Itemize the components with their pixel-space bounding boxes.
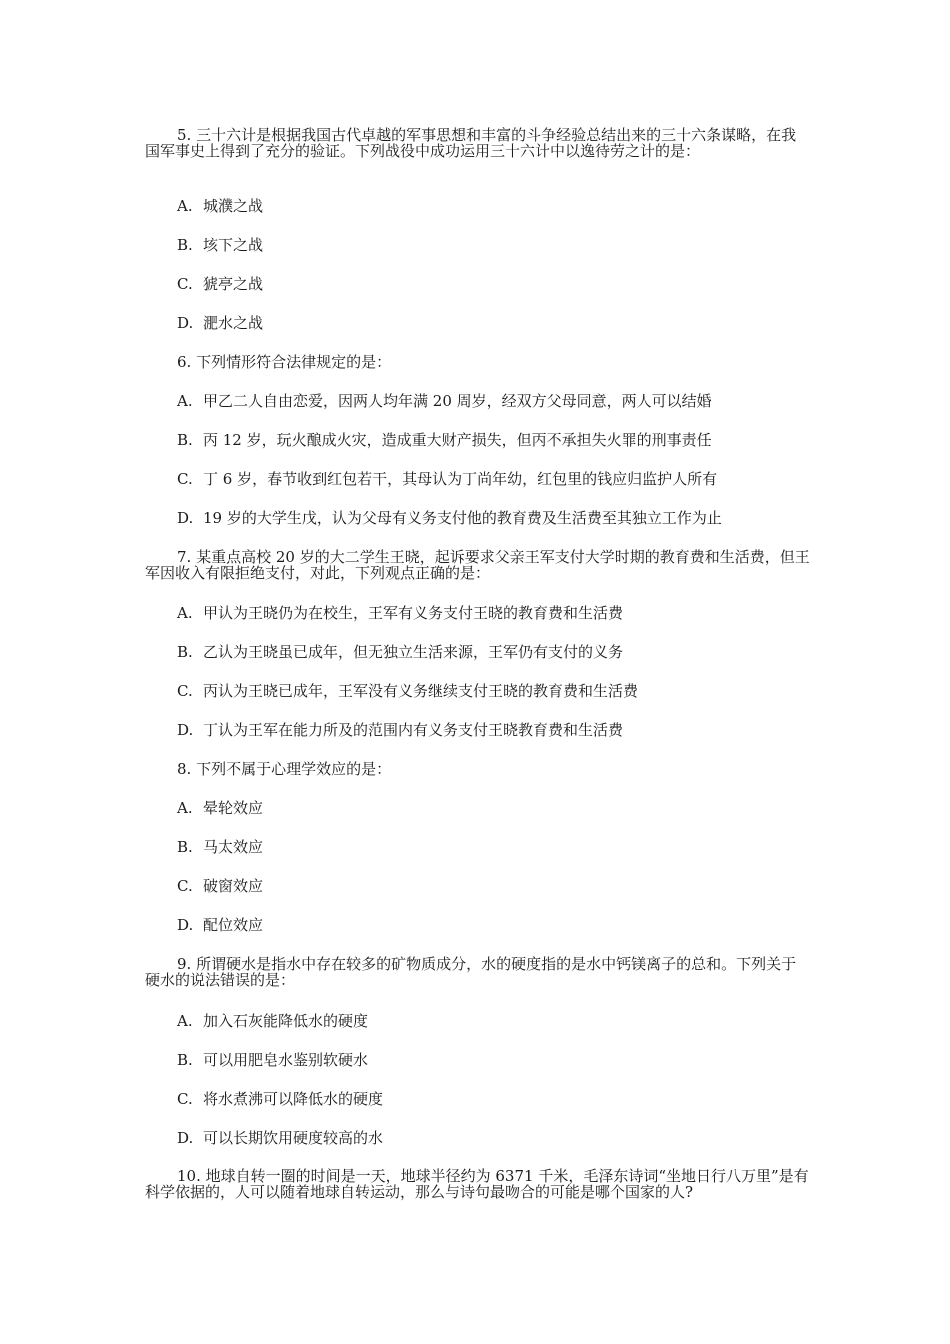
option-text: 淝水之战 (203, 314, 264, 332)
option-label: A. (177, 604, 193, 622)
question-8-option-c[interactable] (177, 877, 263, 895)
question-7-option-c[interactable] (177, 682, 638, 700)
question-8-stem: 8. 下列不属于心理学效应的是： (177, 760, 392, 778)
option-label: C. (177, 470, 193, 488)
option-label: B. (177, 236, 193, 254)
question-7-option-a[interactable] (177, 604, 623, 622)
question-7-option-d[interactable] (177, 721, 623, 739)
option-text: 19 岁的大学生戊，认为父母有义务支付他的教育费及生活费至其独立工作为止 (203, 509, 722, 527)
option-text: 马太效应 (203, 838, 264, 856)
question-6-stem: 6. 下列情形符合法律规定的是： (177, 353, 392, 371)
question-6-option-a[interactable] (177, 392, 712, 410)
option-label: C. (177, 877, 193, 895)
question-9-stem: 9. 所谓硬水是指水中存在较多的矿物质成分，水的硬度指的是水中钙镁离子的总和。下列关于硬水的说法错误的是： (145, 955, 797, 989)
option-label: B. (177, 431, 193, 449)
question-8-option-a[interactable] (177, 799, 263, 817)
option-text: 加入石灰能降低水的硬度 (203, 1012, 369, 1030)
option-text: 可以长期饮用硬度较高的水 (203, 1129, 384, 1147)
option-text: 丙 12 岁，玩火酿成火灾，造成重大财产损失，但丙不承担失火罪的刑事责任 (203, 431, 712, 449)
question-9-option-d[interactable] (177, 1129, 383, 1147)
option-text: 垓下之战 (203, 236, 264, 254)
question-8-option-b[interactable] (177, 838, 263, 856)
option-label: D. (177, 509, 194, 527)
option-text: 猇亭之战 (203, 275, 264, 293)
question-9-option-a[interactable] (177, 1012, 368, 1030)
option-label: D. (177, 721, 194, 739)
question-8-option-d[interactable] (177, 916, 263, 934)
option-text: 破窗效应 (203, 877, 264, 895)
question-6-option-d[interactable] (177, 509, 722, 527)
question-6-option-c[interactable] (177, 470, 717, 488)
option-label: C. (177, 682, 193, 700)
question-5-option-b[interactable] (177, 236, 263, 254)
option-text: 晕轮效应 (203, 799, 264, 817)
option-label: B. (177, 1051, 193, 1069)
question-5-stem: 5. 三十六计是根据我国古代卓越的军事思想和丰富的斗争经验总结出来的三十六条谋略，在我国军事史上得到了充分的验证。下列战役中成功运用三十六计中以逸待劳之计的是： (145, 126, 797, 160)
option-text: 城濮之战 (203, 197, 264, 215)
option-text: 将水煮沸可以降低水的硬度 (203, 1090, 384, 1108)
question-7-option-b[interactable] (177, 643, 623, 661)
option-label: D. (177, 314, 194, 332)
option-text: 配位效应 (203, 916, 264, 934)
option-label: A. (177, 197, 193, 215)
option-label: D. (177, 1129, 194, 1147)
question-9-option-b[interactable] (177, 1051, 368, 1069)
option-text: 乙认为王晓虽已成年，但无独立生活来源，王军仍有支付的义务 (203, 643, 624, 661)
option-label: A. (177, 799, 193, 817)
option-text: 甲乙二人自由恋爱，因两人均年满 20 周岁，经双方父母同意，两人可以结婚 (203, 392, 712, 410)
question-6-option-b[interactable] (177, 431, 712, 449)
option-label: C. (177, 275, 193, 293)
question-10-stem: 10. 地球自转一圈的时间是一天，地球半径约为 6371 千米，毛泽东诗词“坐地日行八万里”是有科学依据的，人可以随着地球自转运动，那么与诗句最吻合的可能是哪个国家的人? (145, 1167, 809, 1201)
option-label: B. (177, 643, 193, 661)
option-label: D. (177, 916, 194, 934)
option-text: 甲认为王晓仍为在校生，王军有义务支付王晓的教育费和生活费 (203, 604, 624, 622)
option-text: 可以用肥皂水鉴别软硬水 (203, 1051, 369, 1069)
question-7-stem: 7. 某重点高校 20 岁的大二学生王晓，起诉要求父亲王军支付大学时期的教育费和生活费，但王军因收入有限拒绝支付，对此，下列观点正确的是： (145, 548, 810, 582)
option-label: A. (177, 1012, 193, 1030)
option-text: 丁认为王军在能力所及的范围内有义务支付王晓教育费和生活费 (203, 721, 624, 739)
option-label: B. (177, 838, 193, 856)
option-text: 丁 6 岁，春节收到红包若干，其母认为丁尚年幼，红包里的钱应归监护人所有 (203, 470, 718, 488)
question-5-option-a[interactable] (177, 197, 263, 215)
question-5-option-c[interactable] (177, 275, 263, 293)
question-9-option-c[interactable] (177, 1090, 383, 1108)
option-text: 丙认为王晓已成年，王军没有义务继续支付王晓的教育费和生活费 (203, 682, 639, 700)
option-label: A. (177, 392, 193, 410)
option-label: C. (177, 1090, 193, 1108)
question-5-option-d[interactable] (177, 314, 263, 332)
